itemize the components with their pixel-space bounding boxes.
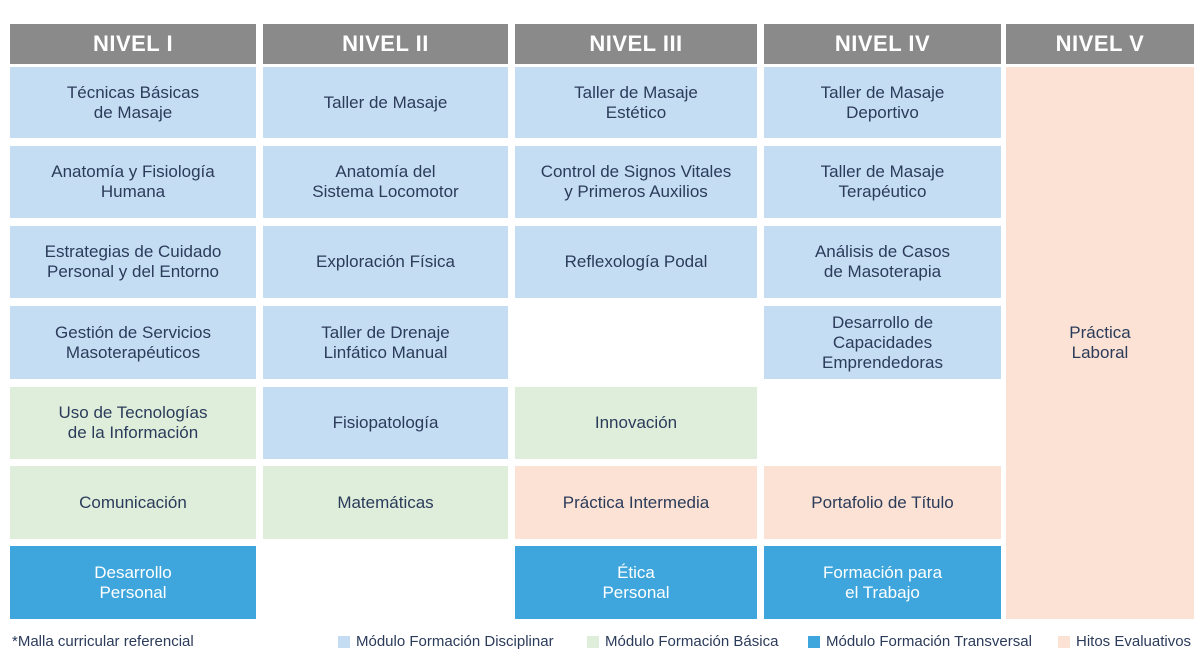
legend-swatch-basica bbox=[587, 636, 599, 648]
module-estrategias-de-cuidado: Estrategias de Cuidado Personal y del Entorno bbox=[10, 226, 256, 298]
legend-basica bbox=[587, 633, 778, 650]
module-formacion-para-el-trabajo: Formación para el Trabajo bbox=[764, 546, 1001, 619]
module-reflexologia-podal: Reflexología Podal bbox=[515, 226, 757, 298]
header-nivel-4: NIVEL IV bbox=[764, 24, 1001, 64]
header-nivel-3: NIVEL III bbox=[515, 24, 757, 64]
module-portafolio-de-titulo: Portafolio de Título bbox=[764, 466, 1001, 539]
module-fisiopatologia: Fisiopatología bbox=[263, 387, 508, 459]
header-nivel-1: NIVEL I bbox=[10, 24, 256, 64]
module-desarrollo-de-capacidades: Desarrollo de Capacidades Emprendedoras bbox=[764, 306, 1001, 379]
module-innovacion: Innovación bbox=[515, 387, 757, 459]
legend-label-transversal: Módulo Formación Transversal bbox=[826, 633, 1032, 650]
legend-swatch-transversal bbox=[808, 636, 820, 648]
legend-disciplinar bbox=[338, 633, 554, 650]
module-etica-personal: Ética Personal bbox=[515, 546, 757, 619]
module-practica-laboral: Práctica Laboral bbox=[1006, 67, 1194, 619]
legend-swatch-hitos bbox=[1058, 636, 1070, 648]
legend-transversal bbox=[808, 633, 1032, 650]
module-taller-de-drenaje-linfatico: Taller de Drenaje Linfático Manual bbox=[263, 306, 508, 379]
module-analisis-de-casos: Análisis de Casos de Masoterapia bbox=[764, 226, 1001, 298]
footer bbox=[0, 630, 1200, 656]
footnote: *Malla curricular referencial bbox=[12, 633, 194, 650]
legend-label-disciplinar: Módulo Formación Disciplinar bbox=[356, 633, 554, 650]
module-anatomia-del-sistema-locomotor: Anatomía del Sistema Locomotor bbox=[263, 146, 508, 218]
module-practica-intermedia: Práctica Intermedia bbox=[515, 466, 757, 539]
module-gestion-de-servicios: Gestión de Servicios Masoterapéuticos bbox=[10, 306, 256, 379]
module-taller-de-masaje-terapeutico: Taller de Masaje Terapéutico bbox=[764, 146, 1001, 218]
module-desarrollo-personal: Desarrollo Personal bbox=[10, 546, 256, 619]
header-nivel-2: NIVEL II bbox=[263, 24, 508, 64]
module-matematicas: Matemáticas bbox=[263, 466, 508, 539]
legend-label-hitos: Hitos Evaluativos bbox=[1076, 633, 1192, 650]
legend-hitos bbox=[1058, 633, 1191, 650]
legend-swatch-disciplinar bbox=[338, 636, 350, 648]
module-uso-de-tecnologias: Uso de Tecnologías de la Información bbox=[10, 387, 256, 459]
legend-label-basica: Módulo Formación Básica bbox=[605, 633, 779, 650]
module-exploracion-fisica: Exploración Física bbox=[263, 226, 508, 298]
module-anatomia-y-fisiologia-humana: Anatomía y Fisiología Humana bbox=[10, 146, 256, 218]
module-control-de-signos-vitales: Control de Signos Vitales y Primeros Auxilios bbox=[515, 146, 757, 218]
header-nivel-5: NIVEL V bbox=[1006, 24, 1194, 64]
module-taller-de-masaje-deportivo: Taller de Masaje Deportivo bbox=[764, 67, 1001, 138]
module-taller-de-masaje: Taller de Masaje bbox=[263, 67, 508, 138]
module-tecnicas-basicas-de-masaje: Técnicas Básicas de Masaje bbox=[10, 67, 256, 138]
module-taller-de-masaje-estetico: Taller de Masaje Estético bbox=[515, 67, 757, 138]
module-comunicacion: Comunicación bbox=[10, 466, 256, 539]
